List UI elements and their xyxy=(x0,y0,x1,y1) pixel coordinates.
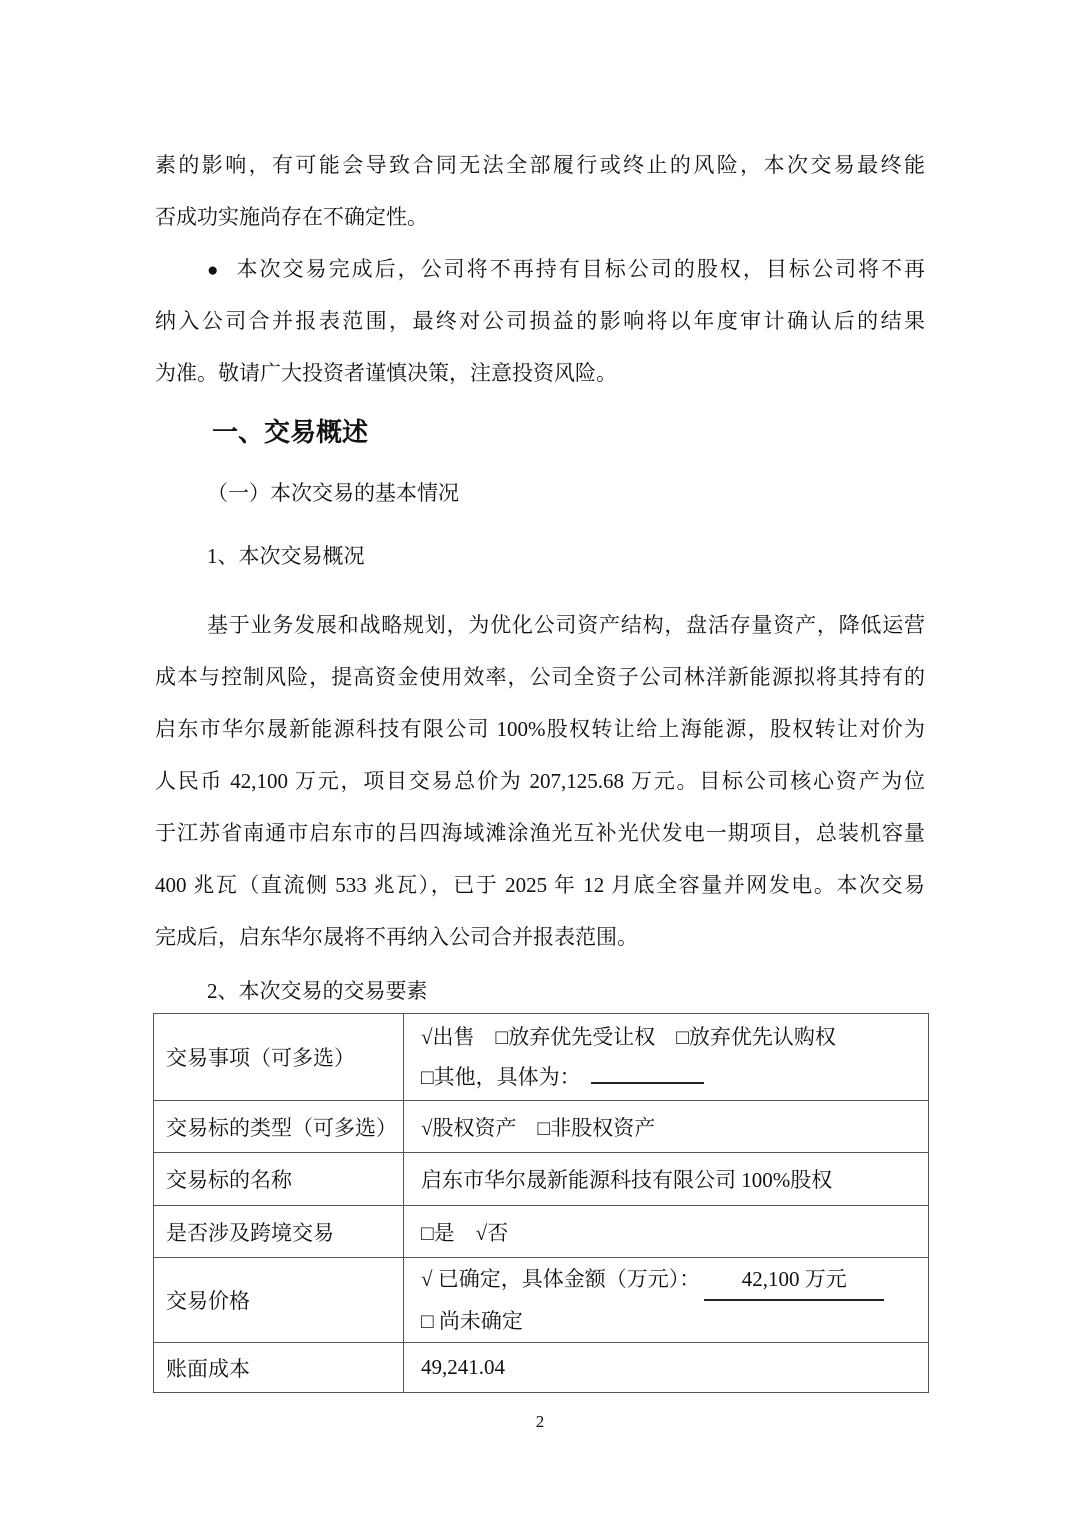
row-transaction-items-value xyxy=(404,1014,929,1101)
intro-line-2: 否成功实施尚存在不确定性。 xyxy=(155,205,428,229)
bullet-line-1 xyxy=(155,243,925,295)
transaction-items-other-line xyxy=(421,1057,928,1097)
row-target-type-label: 交易标的类型（可多选） xyxy=(154,1101,404,1153)
page-number: 2 xyxy=(535,1412,545,1431)
bullet-line-2: 纳入公司合并报表范围，最终对公司损益的影响将以年度审计确认后的结果 xyxy=(155,309,925,333)
price-confirmed-label: √ 已确定，具体金额（万元）： xyxy=(421,1267,701,1291)
overview-paragraph xyxy=(155,599,925,963)
row-target-name-label: 交易标的名称 xyxy=(154,1153,404,1206)
price-amount-underlined: 42,100 万元 xyxy=(704,1259,884,1301)
row-price-value xyxy=(404,1258,929,1343)
bullet-line-3: 为准。敬请广大投资者谨慎决策，注意投资风险。 xyxy=(155,361,617,385)
transaction-elements-table xyxy=(153,1013,929,1393)
item2-title: 2、本次交易的交易要素 xyxy=(207,979,428,1003)
blank-underline xyxy=(591,1062,704,1084)
overview-line-4: 人民币 42,100 万元，项目交易总价为 207,125.68 万元。目标公司核心资产为位 xyxy=(155,769,925,793)
intro-line-1: 素的影响，有可能会导致合同无法全部履行或终止的风险，本次交易最终能 xyxy=(155,153,925,177)
table-row xyxy=(154,1258,929,1343)
overview-line-2: 成本与控制风险，提高资金使用效率，公司全资子公司林洋新能源拟将其持有的 xyxy=(155,665,925,689)
document-content xyxy=(155,0,925,1437)
overview-line-3: 启东市华尔晟新能源科技有限公司 100%股权转让给上海能源，股权转让对价为 xyxy=(155,717,925,741)
table-row xyxy=(154,1101,929,1153)
price-unconfirmed-line: □ 尚未确定 xyxy=(421,1309,523,1333)
item1-title: 1、本次交易概况 xyxy=(207,544,365,568)
bullet-icon: ● xyxy=(207,260,221,281)
row-cross-border-value: □是 √否 xyxy=(404,1206,929,1258)
overview-line-6: 400 兆瓦（直流侧 533 兆瓦），已于 2025 年 12 月底全容量并网发电。本次交易 xyxy=(155,873,925,897)
subsection-heading: （一）本次交易的基本情况 xyxy=(207,481,459,505)
table-row xyxy=(154,1153,929,1206)
other-option-label: □其他，具体为： xyxy=(421,1065,581,1089)
row-price-label: 交易价格 xyxy=(154,1258,404,1343)
table-row xyxy=(154,1343,929,1393)
table-row xyxy=(154,1014,929,1101)
overview-line-7: 完成后，启东华尔晟将不再纳入公司合并报表范围。 xyxy=(155,925,638,949)
row-book-cost-label: 账面成本 xyxy=(154,1343,404,1393)
overview-line-1: 基于业务发展和战略规划，为优化公司资产结构，盘活存量资产，降低运营 xyxy=(207,613,925,637)
row-target-type-value: √股权资产 □非股权资产 xyxy=(404,1101,929,1153)
transaction-items-options-line: √出售 □放弃优先受让权 □放弃优先认购权 xyxy=(421,1025,836,1049)
table-row xyxy=(154,1206,929,1258)
section-heading: 一、交易概述 xyxy=(212,418,369,447)
row-target-name-value: 启东市华尔晟新能源科技有限公司 100%股权 xyxy=(404,1153,929,1206)
overview-line-5: 于江苏省南通市启东市的吕四海域滩涂渔光互补光伏发电一期项目，总装机容量 xyxy=(155,821,925,845)
row-cross-border-label: 是否涉及跨境交易 xyxy=(154,1206,404,1258)
row-transaction-items-label: 交易事项（可多选） xyxy=(154,1014,404,1101)
price-confirmed-line xyxy=(421,1259,928,1301)
row-book-cost-value: 49,241.04 xyxy=(404,1343,929,1393)
bullet-line-1-text: 本次交易完成后，公司将不再持有目标公司的股权，目标公司将不再 xyxy=(236,257,925,281)
